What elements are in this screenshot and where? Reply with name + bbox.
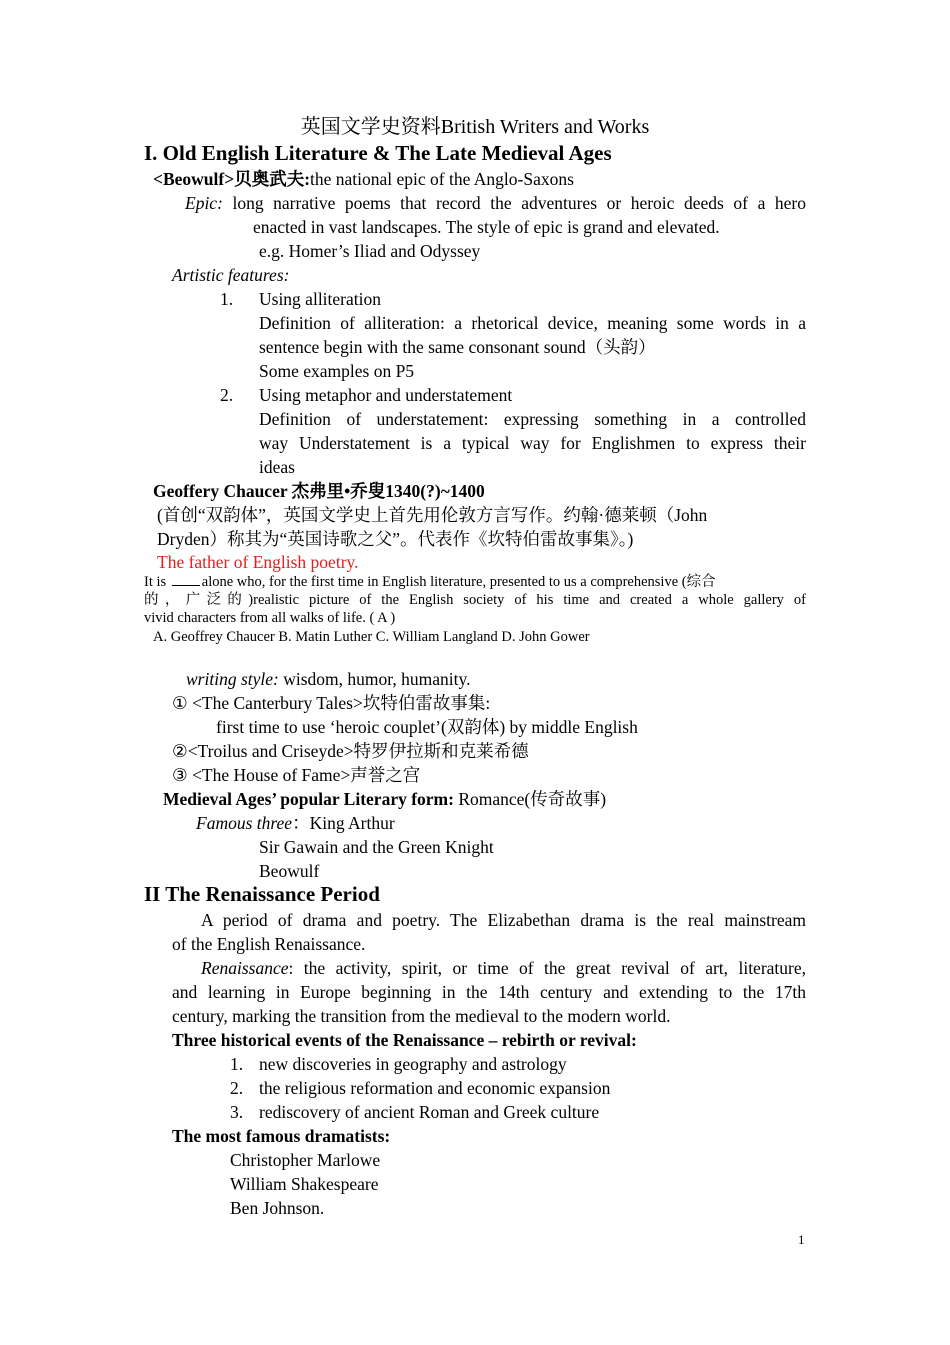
- beowulf-label: <Beowulf>贝奥武夫:: [153, 169, 311, 189]
- renaissance-intro-line2: of the English Renaissance.: [172, 934, 366, 954]
- renaissance-label: Renaissance: [201, 958, 289, 978]
- event-num: 1.: [230, 1054, 244, 1074]
- work-item: ③ <The House of Fame>声誉之宫: [172, 765, 421, 785]
- feature-2-line: Definition of understatement: expressing something in a controlled: [259, 409, 806, 429]
- work-item: ②<Troilus and Criseyde>特罗伊拉斯和克莱希德: [172, 741, 529, 761]
- feature-2-title: Using metaphor and understatement: [259, 385, 513, 405]
- question-line3: vivid characters from all walks of life. ( A ): [144, 610, 396, 626]
- romance-value: Romance(传奇故事): [458, 789, 607, 809]
- event-num: 3.: [230, 1102, 244, 1122]
- writing-style-label: writing style:: [186, 669, 279, 689]
- question-line2: 的，广泛的)realistic picture of the English society of his time and created a whole gallery of: [144, 592, 806, 608]
- event-text: rediscovery of ancient Roman and Greek culture: [259, 1102, 600, 1122]
- famous-three-item: Beowulf: [259, 861, 320, 881]
- renaissance-def-line1: [201, 956, 806, 980]
- feature-1-title: Using alliteration: [259, 289, 381, 309]
- question-options: A. Geoffrey Chaucer B. Matin Luther C. William Langland D. John Gower: [153, 629, 590, 645]
- writing-style-value: wisdom, humor, humanity.: [283, 669, 471, 689]
- work-item: ① <The Canterbury Tales>坎特伯雷故事集:: [172, 693, 491, 713]
- renaissance-def-line3: century, marking the transition from the medieval to the modern world.: [172, 1006, 671, 1026]
- dramatist-name: Christopher Marlowe: [230, 1150, 381, 1170]
- famous-three-item: King Arthur: [309, 813, 395, 833]
- chaucer-note-line1: (首创“双韵体”，英国文学史上首先用伦敦方言写作。约翰·德莱顿（John: [157, 505, 708, 525]
- event-text: the religious reformation and economic expansion: [259, 1078, 611, 1098]
- renaissance-def-line2: and learning in Europe beginning in the 14th century and extending to the 17th: [172, 982, 806, 1002]
- question-text: alone who, for the first time in English literature, presented to us a comprehensive (综合: [201, 574, 716, 590]
- section-heading-1: I. Old English Literature & The Late Medieval Ages: [144, 141, 612, 165]
- romance-line: [163, 787, 606, 811]
- answer-blank: [172, 573, 200, 586]
- event-num: 2.: [230, 1078, 244, 1098]
- romance-label: Medieval Ages’ popular Literary form:: [163, 789, 454, 809]
- work-item-note: first time to use ‘heroic couplet’(双韵体) by middle English: [216, 717, 638, 737]
- events-heading: Three historical events of the Renaissance – rebirth or revival:: [172, 1030, 637, 1050]
- section-heading-2: II The Renaissance Period: [144, 882, 380, 906]
- renaissance-def-text: : the activity, spirit, or time of the great revival of art, literature,: [288, 958, 806, 978]
- chaucer-father-title: The father of English poetry.: [157, 552, 359, 572]
- epic-label: Epic:: [185, 193, 223, 213]
- chaucer-heading: Geoffery Chaucer 杰弗里•乔叟1340(?)~1400: [153, 481, 485, 501]
- famous-three: [196, 811, 395, 835]
- feature-1-line: Definition of alliteration: a rhetorical device, meaning some words in a: [259, 313, 806, 333]
- epic-definition: [185, 191, 806, 215]
- dramatist-name: Ben Johnson.: [230, 1198, 325, 1218]
- beowulf-entry: [153, 167, 574, 191]
- famous-three-label: Famous three: [196, 813, 293, 833]
- beowulf-desc: the national epic of the Anglo-Saxons: [310, 169, 574, 189]
- epic-def-line1: long narrative poems that record the adventures or heroic deeds of a hero: [232, 193, 807, 213]
- dramatists-heading: The most famous dramatists:: [172, 1126, 391, 1146]
- page-number: 1: [798, 1232, 805, 1247]
- renaissance-intro-line1: A period of drama and poetry. The Elizabethan drama is the real mainstream: [201, 910, 806, 930]
- famous-three-item: Sir Gawain and the Green Knight: [259, 837, 494, 857]
- epic-example: e.g. Homer’s Iliad and Odyssey: [259, 241, 481, 261]
- feature-1-num: 1.: [220, 289, 234, 309]
- epic-def-line2: enacted in vast landscapes. The style of epic is grand and elevated.: [253, 217, 720, 237]
- feature-2-num: 2.: [220, 385, 234, 405]
- feature-1-line: sentence begin with the same consonant sound（头韵）: [259, 337, 656, 357]
- famous-three-colon: ：: [292, 813, 310, 833]
- feature-2-line: way Understatement is a typical way for Englishmen to express their: [259, 433, 806, 453]
- event-text: new discoveries in geography and astrology: [259, 1054, 567, 1074]
- feature-1-line: Some examples on P5: [259, 361, 415, 381]
- dramatist-name: William Shakespeare: [230, 1174, 379, 1194]
- writing-style: [186, 667, 470, 691]
- artistic-features-label: Artistic features:: [172, 265, 290, 285]
- page-title: 英国文学史资料British Writers and Works: [300, 116, 650, 138]
- question-text: It is: [144, 574, 167, 590]
- feature-2-line: ideas: [259, 457, 295, 477]
- chaucer-note-line2: Dryden）称其为“英国诗歌之父”。代表作《坎特伯雷故事集》。): [157, 529, 634, 549]
- question-line1: [144, 573, 716, 591]
